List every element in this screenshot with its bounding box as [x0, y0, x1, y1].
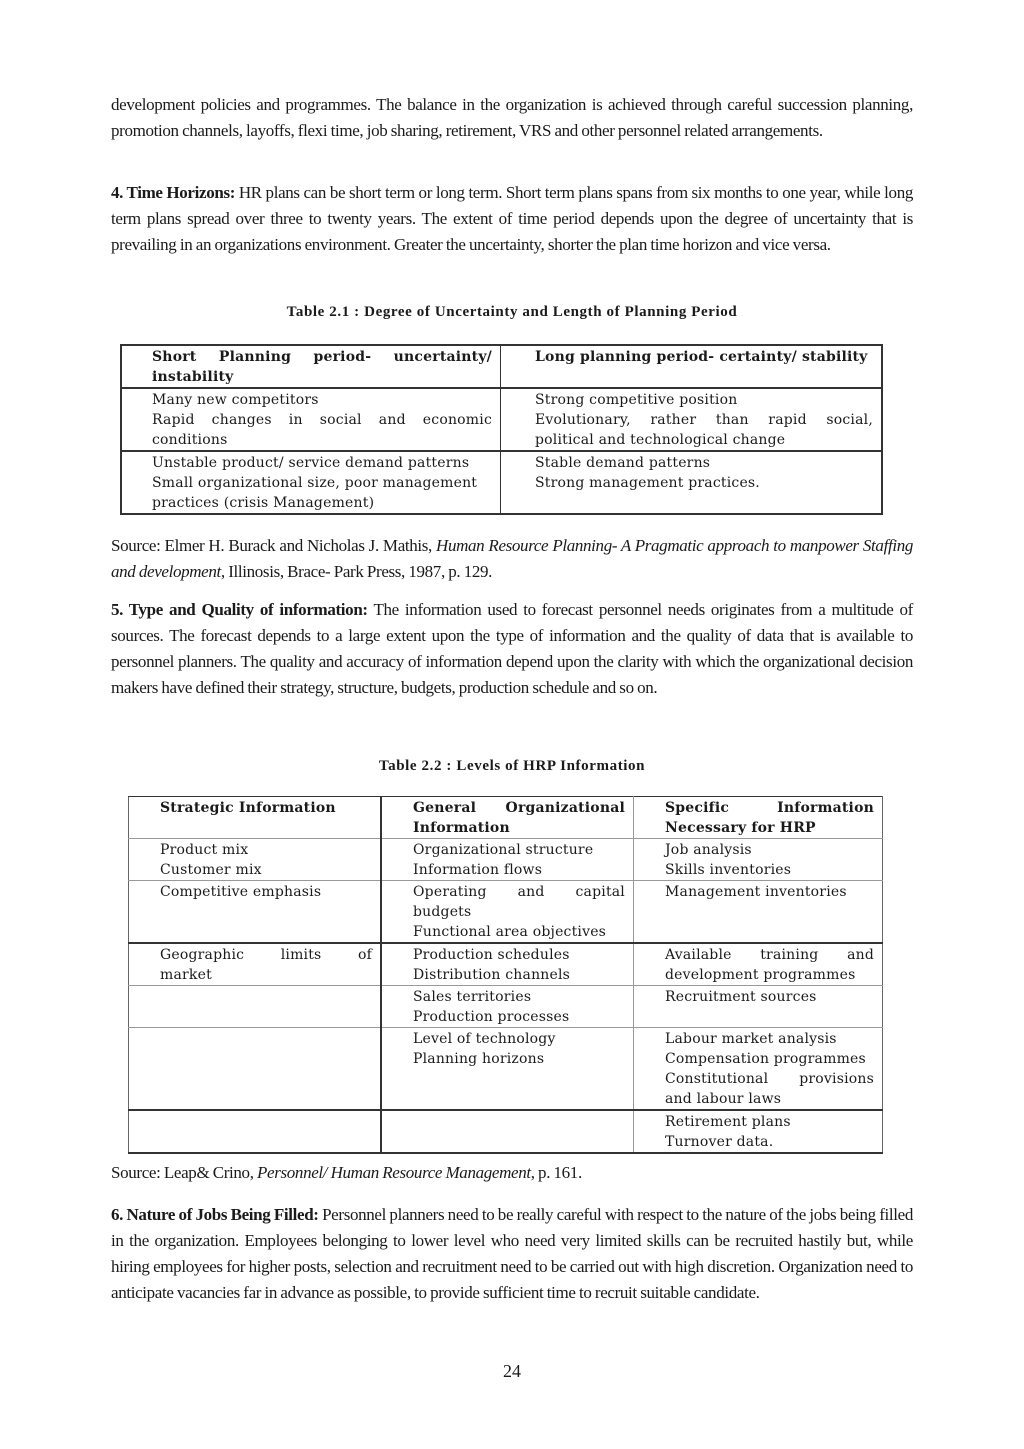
table-row — [129, 1110, 883, 1153]
cell-text: Product mix — [160, 842, 249, 858]
cell-text: Information flows — [413, 862, 543, 878]
citation-suffix: , Illinosis, Brace- Park Press, 1987, p. 129. — [220, 562, 493, 581]
table-row — [129, 986, 883, 1028]
cell-text: practices (crisis Management) — [152, 495, 375, 511]
cell-text: Strong competitive position — [535, 392, 738, 408]
table-cell — [129, 943, 382, 986]
cell-text: Constitutional provisions — [665, 1071, 874, 1087]
cell-text: Many new competitors — [152, 392, 319, 408]
cell-text: Rapid changes in social and economic — [152, 412, 492, 428]
table-header-cell — [129, 797, 382, 839]
table-header-cell — [381, 797, 634, 839]
section-heading: 4. Time Horizons: — [111, 183, 236, 202]
table-cell — [634, 986, 883, 1028]
cell-text: Geographic limits of — [160, 947, 372, 963]
cell-text: Customer mix — [160, 862, 262, 878]
table-cell — [121, 451, 501, 514]
cell-text: Strong management practices. — [535, 475, 760, 491]
cell-text: Production schedules — [413, 947, 570, 963]
citation-title: Personnel/ Human Resource Management — [257, 1163, 531, 1182]
page-number: 24 — [503, 1361, 521, 1381]
cell-text: Job analysis — [665, 842, 752, 858]
table-cell — [381, 1028, 634, 1111]
cell-text: Planning horizons — [413, 1051, 545, 1067]
cell-text: market — [160, 967, 212, 983]
citation-suffix: , p. 161. — [530, 1163, 582, 1182]
table-header-cell — [501, 345, 883, 388]
header-text: General Organizational — [413, 800, 625, 816]
cell-text: Organizational structure — [413, 842, 594, 858]
table-row — [129, 943, 883, 986]
header-text: Long planning period- certainty/ stability — [535, 349, 868, 365]
source-citation — [111, 1160, 913, 1186]
section-heading: 5. Type and Quality of information: — [111, 600, 368, 619]
cell-text: Turnover data. — [665, 1134, 774, 1150]
cell-text: Recruitment sources — [665, 989, 817, 1005]
cell-text: Sales territories — [413, 989, 532, 1005]
table-cell — [381, 986, 634, 1028]
table-header-row — [121, 345, 882, 388]
section-time-horizons — [111, 180, 913, 258]
table-cell — [381, 943, 634, 986]
cell-text: Unstable product/ service demand patterns — [152, 455, 470, 471]
table-row — [121, 451, 882, 514]
header-text: Strategic Information — [160, 800, 336, 816]
table-cell — [634, 881, 883, 944]
cell-text: Skills inventories — [665, 862, 792, 878]
header-text: Specific Information — [665, 800, 874, 816]
table-header-cell — [634, 797, 883, 839]
table-cell — [129, 1028, 382, 1111]
header-text: Short Planning period- uncertainty/ — [152, 349, 492, 365]
table-cell — [634, 943, 883, 986]
table-header-row — [129, 797, 883, 839]
table-cell — [381, 839, 634, 881]
uncertainty-table — [120, 344, 883, 515]
table-cell — [121, 388, 501, 451]
cell-text: Functional area objectives — [413, 924, 607, 940]
cell-text: Level of technology — [413, 1031, 556, 1047]
hrp-information-table — [128, 796, 883, 1154]
cell-text: Production processes — [413, 1009, 570, 1025]
table-caption: Table 2.1 : Degree of Uncertainty and Length of Planning Period — [286, 304, 738, 320]
cell-text: Small organizational size, poor management — [152, 475, 478, 491]
cell-text: Stable demand patterns — [535, 455, 711, 471]
table-row — [129, 839, 883, 881]
table-cell — [501, 451, 883, 514]
section-nature-of-jobs — [111, 1202, 913, 1306]
table-cell — [634, 1110, 883, 1153]
cell-text: and labour laws — [665, 1091, 782, 1107]
section-heading: 6. Nature of Jobs Being Filled: — [111, 1205, 319, 1224]
section-text: Personnel planners need to be really careful with respect to the nature of the jobs being filled in the organization. Employees belonging to lower level who need very limited skills can be recruited hastily but, while hiring employees for higher posts, selection and recruitment need to be carried out with high discretion. Organization need to anticipate vacancies far in advance as possible, to provide sufficient time to recruit suitable candidate. — [111, 1205, 913, 1302]
table-cell — [129, 1110, 382, 1153]
citation-prefix: Source: Elmer H. Burack and Nicholas J. Mathis, — [111, 536, 437, 555]
section-text: The information used to forecast personnel needs originates from a multitude of sources. The forecast depends to a large extent upon the type of information and the quality of data that is available to personnel planners. The quality and accuracy of information depend upon the clarity with which the organizational decision makers have defined their strategy, structure, budgets, production schedule and so on. — [111, 600, 913, 697]
cell-text: Labour market analysis — [665, 1031, 837, 1047]
section-text: HR plans can be short term or long term. Short term plans spans from six months to one year, while long term plans spread over three to twenty years. The extent of time period depends upon the degree of uncertainty that is prevailing in an organizations environment. Greater the uncertainty, shorter the plan time horizon and vice versa. — [111, 183, 913, 254]
cell-text: Operating and capital — [413, 884, 625, 900]
cell-text: Compensation programmes — [665, 1051, 866, 1067]
table-caption: Table 2.2 : Levels of HRP Information — [378, 758, 646, 774]
source-citation — [111, 533, 913, 585]
cell-text: Evolutionary, rather than rapid social, — [535, 412, 873, 428]
table-cell — [129, 881, 382, 944]
header-text: Information — [413, 820, 510, 836]
table-cell — [634, 1028, 883, 1111]
table-cell — [129, 986, 382, 1028]
cell-text: budgets — [413, 904, 472, 920]
citation-title: Human Resource Planning- A Pragmatic approach to manpower Staffing and development — [111, 536, 913, 581]
table-row — [121, 388, 882, 451]
table-cell — [129, 839, 382, 881]
citation-prefix: Source: Leap& Crino, — [111, 1163, 258, 1182]
cell-text: development programmes — [665, 967, 856, 983]
paragraph-intro: development policies and programmes. The balance in the organization is achieved through careful succession planning, promotion channels, layoffs, flexi time, job sharing, retirement, VRS and other personnel related arrangements. — [111, 95, 913, 140]
table-row — [129, 881, 883, 944]
table-cell — [381, 881, 634, 944]
table-cell — [501, 388, 883, 451]
cell-text: Distribution channels — [413, 967, 571, 983]
cell-text: Management inventories — [665, 884, 847, 900]
table-cell — [634, 839, 883, 881]
header-text: Necessary for HRP — [665, 820, 816, 836]
cell-text: Competitive emphasis — [160, 884, 322, 900]
table-header-cell — [121, 345, 501, 388]
cell-text: conditions — [152, 432, 228, 448]
table-row — [129, 1028, 883, 1111]
cell-text: Available training and — [665, 947, 874, 963]
table-cell — [381, 1110, 634, 1153]
section-information — [111, 597, 913, 701]
cell-text: political and technological change — [535, 432, 786, 448]
cell-text: Retirement plans — [665, 1114, 791, 1130]
header-text: instability — [152, 369, 234, 385]
